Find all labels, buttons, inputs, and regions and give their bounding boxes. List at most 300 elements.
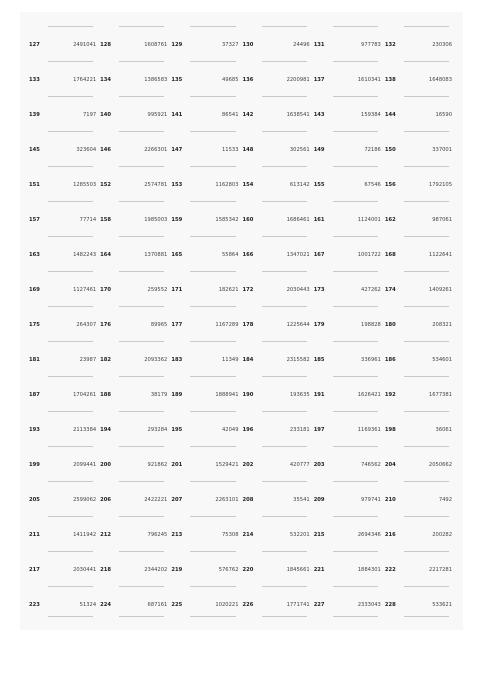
cell-value: 51324 <box>79 602 97 608</box>
cell-index: 135 <box>171 77 183 83</box>
cell-index: 146 <box>100 147 112 153</box>
cell-value: 921862 <box>147 462 168 468</box>
cell-divider <box>48 616 93 617</box>
cell-value: 1411942 <box>73 532 97 538</box>
cell-divider <box>404 96 449 97</box>
cell-value: 2217281 <box>428 567 453 573</box>
cell-value: 72186 <box>364 147 381 153</box>
cell-divider <box>333 551 378 552</box>
cell-divider <box>404 586 449 587</box>
cell-divider <box>262 61 307 62</box>
cell-value: 1124001 <box>357 217 381 223</box>
table-cell <box>242 467 313 502</box>
cell-divider <box>404 341 449 342</box>
cell-value: 532201 <box>289 532 310 538</box>
cell-index: 209 <box>313 497 325 503</box>
cell-index: 180 <box>384 322 396 328</box>
table-cell <box>170 397 241 432</box>
cell-value: 1638541 <box>286 112 310 118</box>
cell-divider <box>119 341 164 342</box>
cell-index: 219 <box>171 567 183 573</box>
cell-value: 2574781 <box>144 182 168 188</box>
cell-value: 1285503 <box>73 182 97 188</box>
table-cell <box>99 362 170 397</box>
table-row <box>28 222 455 257</box>
cell-divider <box>404 131 449 132</box>
cell-index: 207 <box>171 497 183 503</box>
cell-index: 206 <box>100 497 112 503</box>
cell-value: 230306 <box>432 42 453 48</box>
table-cell <box>170 467 241 502</box>
cell-index: 162 <box>384 217 396 223</box>
cell-value: 1020221 <box>215 602 239 608</box>
table-cell <box>242 362 313 397</box>
table-row <box>28 432 455 467</box>
cell-divider <box>262 341 307 342</box>
table-cell <box>28 537 99 572</box>
table-cell <box>28 222 99 257</box>
cell-value: 2099441 <box>73 462 97 468</box>
cell-value: 259552 <box>147 287 168 293</box>
cell-value: 2422221 <box>144 497 168 503</box>
table-cell <box>28 47 99 82</box>
cell-divider <box>48 481 93 482</box>
cell-index: 224 <box>100 602 112 608</box>
cell-value: 49685 <box>222 77 239 83</box>
cell-index: 213 <box>171 532 183 538</box>
cell-value: 1626421 <box>357 392 381 398</box>
cell-divider <box>404 551 449 552</box>
cell-divider <box>190 96 235 97</box>
table-cell <box>170 572 241 607</box>
cell-index: 128 <box>100 42 112 48</box>
cell-divider <box>190 411 235 412</box>
cell-divider <box>48 131 93 132</box>
table-cell <box>170 152 241 187</box>
table-cell <box>242 117 313 152</box>
table-cell <box>99 82 170 117</box>
cell-index: 202 <box>242 462 254 468</box>
table-cell <box>313 572 384 607</box>
cell-divider <box>48 26 93 27</box>
cell-divider <box>48 551 93 552</box>
cell-divider <box>333 516 378 517</box>
cell-index: 144 <box>384 112 396 118</box>
table-cell <box>384 12 455 47</box>
cell-value: 35541 <box>293 497 310 503</box>
cell-divider <box>48 586 93 587</box>
table-cell <box>313 432 384 467</box>
cell-divider <box>333 166 378 167</box>
cell-value: 7197 <box>82 112 97 118</box>
cell-divider <box>262 201 307 202</box>
cell-divider <box>333 411 378 412</box>
cell-index: 190 <box>242 392 254 398</box>
cell-value: 36061 <box>435 427 453 433</box>
cell-value: 293284 <box>147 427 168 433</box>
cell-divider <box>404 61 449 62</box>
cell-value: 200282 <box>432 532 453 538</box>
table-cell <box>28 467 99 502</box>
cell-divider <box>190 271 235 272</box>
cell-value: 1845661 <box>286 567 310 573</box>
table-cell <box>170 12 241 47</box>
cell-index: 200 <box>100 462 112 468</box>
cell-value: 2344202 <box>144 567 168 573</box>
cell-divider <box>262 616 307 617</box>
cell-index: 154 <box>242 182 254 188</box>
table-cell <box>384 187 455 222</box>
cell-index: 156 <box>384 182 396 188</box>
cell-value: 67546 <box>364 182 381 188</box>
cell-value: 796245 <box>147 532 168 538</box>
cell-divider <box>190 481 235 482</box>
cell-index: 188 <box>100 392 112 398</box>
cell-divider <box>262 551 307 552</box>
table-cell <box>313 327 384 362</box>
table-row <box>28 187 455 222</box>
cell-index: 225 <box>171 602 183 608</box>
table-row <box>28 572 455 607</box>
cell-index: 204 <box>384 462 396 468</box>
cell-index: 164 <box>100 252 112 258</box>
table-cell <box>242 12 313 47</box>
cell-divider <box>262 271 307 272</box>
cell-value: 2030441 <box>73 567 97 573</box>
table-cell <box>28 327 99 362</box>
table-cell <box>384 397 455 432</box>
table-cell <box>242 397 313 432</box>
cell-divider <box>190 166 235 167</box>
cell-divider <box>48 201 93 202</box>
cell-index: 194 <box>100 427 112 433</box>
table-cell <box>170 362 241 397</box>
cell-value: 198828 <box>361 322 381 328</box>
cell-index: 142 <box>242 112 254 118</box>
cell-value: 1585342 <box>215 217 239 223</box>
table-cell <box>99 467 170 502</box>
table-row <box>28 82 455 117</box>
cell-divider <box>190 586 235 587</box>
cell-divider <box>119 616 164 617</box>
table-cell <box>313 292 384 327</box>
cell-value: 1792105 <box>428 182 453 188</box>
cell-divider <box>119 306 164 307</box>
cell-divider <box>119 61 164 62</box>
cell-value: 977783 <box>361 42 381 48</box>
cell-index: 176 <box>100 322 112 328</box>
cell-index: 195 <box>171 427 183 433</box>
cell-index: 179 <box>313 322 325 328</box>
table-cell <box>99 572 170 607</box>
cell-value: 1608761 <box>144 42 168 48</box>
table-cell <box>170 117 241 152</box>
cell-divider <box>48 61 93 62</box>
cell-index: 150 <box>384 147 396 153</box>
cell-divider <box>333 446 378 447</box>
cell-value: 987061 <box>432 217 453 223</box>
cell-index: 140 <box>100 112 112 118</box>
cell-index: 148 <box>242 147 254 153</box>
table-cell <box>99 12 170 47</box>
cell-divider <box>333 376 378 377</box>
table-cell <box>384 152 455 187</box>
cell-value: 2050662 <box>428 462 453 468</box>
cell-value: 613142 <box>289 182 310 188</box>
cell-index: 133 <box>29 77 40 83</box>
cell-index: 201 <box>171 462 183 468</box>
cell-index: 199 <box>29 462 40 468</box>
cell-value: 2093362 <box>144 357 168 363</box>
cell-index: 136 <box>242 77 254 83</box>
cell-divider <box>190 131 235 132</box>
cell-index: 161 <box>313 217 325 223</box>
cell-value: 995921 <box>147 112 168 118</box>
table-cell <box>28 572 99 607</box>
cell-index: 197 <box>313 427 325 433</box>
cell-divider <box>190 341 235 342</box>
cell-index: 168 <box>384 252 396 258</box>
table-row <box>28 117 455 152</box>
cell-value: 1884301 <box>357 567 381 573</box>
cell-index: 189 <box>171 392 183 398</box>
cell-divider <box>119 586 164 587</box>
cell-value: 1648083 <box>428 77 453 83</box>
cell-index: 185 <box>313 357 325 363</box>
cell-value: 420777 <box>289 462 310 468</box>
cell-index: 177 <box>171 322 183 328</box>
cell-index: 216 <box>384 532 396 538</box>
cell-divider <box>262 376 307 377</box>
table-row <box>28 47 455 82</box>
table-cell <box>99 327 170 362</box>
cell-value: 2266301 <box>144 147 168 153</box>
cell-value: 2694346 <box>357 532 381 538</box>
cell-index: 187 <box>29 392 40 398</box>
table-cell <box>313 117 384 152</box>
cell-divider <box>333 61 378 62</box>
table-row <box>28 397 455 432</box>
table-cell <box>313 362 384 397</box>
cell-value: 42049 <box>222 427 239 433</box>
cell-divider <box>262 481 307 482</box>
cell-divider <box>404 411 449 412</box>
table-cell <box>170 292 241 327</box>
table-cell <box>28 397 99 432</box>
cell-value: 55864 <box>222 252 239 258</box>
cell-value: 2263101 <box>215 497 239 503</box>
cell-index: 141 <box>171 112 183 118</box>
table-cell <box>384 117 455 152</box>
cell-index: 223 <box>29 602 40 608</box>
cell-divider <box>119 26 164 27</box>
table-cell <box>242 187 313 222</box>
cell-value: 1482243 <box>73 252 97 258</box>
cell-value: 2333043 <box>357 602 381 608</box>
table-cell <box>313 12 384 47</box>
cell-divider <box>119 376 164 377</box>
cell-value: 16590 <box>435 112 453 118</box>
cell-value: 193635 <box>289 392 310 398</box>
cell-value: 533621 <box>432 602 453 608</box>
table-cell <box>170 432 241 467</box>
cell-divider <box>190 616 235 617</box>
table-row <box>28 152 455 187</box>
table-cell <box>170 47 241 82</box>
table-cell <box>28 257 99 292</box>
cell-divider <box>262 516 307 517</box>
cell-divider <box>190 516 235 517</box>
cell-divider <box>404 271 449 272</box>
cell-index: 172 <box>242 287 254 293</box>
cell-value: 1347021 <box>286 252 310 258</box>
cell-value: 86541 <box>222 112 239 118</box>
cell-index: 221 <box>313 567 325 573</box>
cell-index: 160 <box>242 217 254 223</box>
table-cell <box>242 292 313 327</box>
cell-value: 1370881 <box>144 252 168 258</box>
table-cell <box>242 432 313 467</box>
cell-divider <box>262 586 307 587</box>
cell-index: 159 <box>171 217 183 223</box>
cell-index: 181 <box>29 357 40 363</box>
cell-value: 1169361 <box>357 427 381 433</box>
cell-value: 2599062 <box>73 497 97 503</box>
table-cell <box>313 397 384 432</box>
cell-divider <box>262 236 307 237</box>
cell-value: 1001722 <box>357 252 381 258</box>
table-cell <box>28 117 99 152</box>
cell-index: 203 <box>313 462 325 468</box>
cell-index: 198 <box>384 427 396 433</box>
cell-value: 1610341 <box>357 77 381 83</box>
table-cell <box>242 572 313 607</box>
cell-index: 191 <box>313 392 325 398</box>
cell-value: 208321 <box>432 322 453 328</box>
cell-index: 228 <box>384 602 396 608</box>
cell-index: 196 <box>242 427 254 433</box>
table-cell <box>242 257 313 292</box>
table-row <box>28 257 455 292</box>
cell-value: 1529421 <box>215 462 239 468</box>
cell-index: 145 <box>29 147 40 153</box>
cell-value: 159384 <box>361 112 381 118</box>
cell-index: 131 <box>313 42 325 48</box>
cell-divider <box>404 201 449 202</box>
cell-divider <box>262 96 307 97</box>
cell-value: 302561 <box>289 147 310 153</box>
cell-index: 205 <box>29 497 40 503</box>
cell-value: 264307 <box>76 322 97 328</box>
table-cell <box>313 502 384 537</box>
cell-value: 1677381 <box>428 392 453 398</box>
cell-index: 130 <box>242 42 254 48</box>
cell-divider <box>119 131 164 132</box>
table-row <box>28 292 455 327</box>
cell-divider <box>262 411 307 412</box>
cell-divider <box>119 201 164 202</box>
number-table-sheet <box>20 12 463 630</box>
cell-index: 173 <box>313 287 325 293</box>
cell-index: 178 <box>242 322 254 328</box>
table-cell <box>99 222 170 257</box>
cell-value: 1771741 <box>286 602 310 608</box>
table-row <box>28 467 455 502</box>
cell-index: 170 <box>100 287 112 293</box>
cell-index: 143 <box>313 112 325 118</box>
table-cell <box>99 397 170 432</box>
table-cell <box>242 537 313 572</box>
number-table <box>28 12 455 607</box>
cell-divider <box>48 271 93 272</box>
cell-value: 11349 <box>222 357 239 363</box>
table-cell <box>384 537 455 572</box>
cell-divider <box>333 306 378 307</box>
table-cell <box>313 537 384 572</box>
cell-index: 215 <box>313 532 325 538</box>
table-cell <box>384 82 455 117</box>
cell-divider <box>262 131 307 132</box>
cell-divider <box>190 26 235 27</box>
cell-value: 1386583 <box>144 77 168 83</box>
cell-value: 687161 <box>147 602 168 608</box>
cell-index: 165 <box>171 252 183 258</box>
cell-value: 1686461 <box>286 217 310 223</box>
cell-divider <box>119 96 164 97</box>
table-cell <box>313 47 384 82</box>
cell-divider <box>48 446 93 447</box>
table-cell <box>28 502 99 537</box>
cell-value: 1409261 <box>428 287 453 293</box>
table-cell <box>313 222 384 257</box>
table-cell <box>170 222 241 257</box>
cell-index: 147 <box>171 147 183 153</box>
cell-index: 208 <box>242 497 254 503</box>
cell-divider <box>190 61 235 62</box>
cell-value: 38179 <box>150 392 168 398</box>
cell-value: 182621 <box>218 287 239 293</box>
cell-value: 11533 <box>222 147 239 153</box>
cell-value: 2200981 <box>286 77 310 83</box>
cell-value: 1764221 <box>73 77 97 83</box>
cell-value: 24496 <box>293 42 310 48</box>
cell-divider <box>333 26 378 27</box>
cell-divider <box>404 376 449 377</box>
cell-divider <box>333 271 378 272</box>
cell-index: 226 <box>242 602 254 608</box>
table-cell <box>384 292 455 327</box>
cell-value: 37327 <box>222 42 239 48</box>
table-cell <box>384 257 455 292</box>
table-cell <box>170 502 241 537</box>
cell-index: 192 <box>384 392 396 398</box>
cell-value: 89965 <box>150 322 168 328</box>
table-cell <box>242 502 313 537</box>
cell-index: 182 <box>100 357 112 363</box>
cell-index: 139 <box>29 112 40 118</box>
cell-index: 220 <box>242 567 254 573</box>
cell-index: 155 <box>313 182 325 188</box>
cell-divider <box>333 131 378 132</box>
cell-divider <box>404 166 449 167</box>
table-cell <box>99 432 170 467</box>
cell-divider <box>48 341 93 342</box>
table-cell <box>384 572 455 607</box>
cell-divider <box>190 201 235 202</box>
cell-value: 576762 <box>218 567 239 573</box>
cell-value: 746562 <box>361 462 381 468</box>
cell-index: 222 <box>384 567 396 573</box>
